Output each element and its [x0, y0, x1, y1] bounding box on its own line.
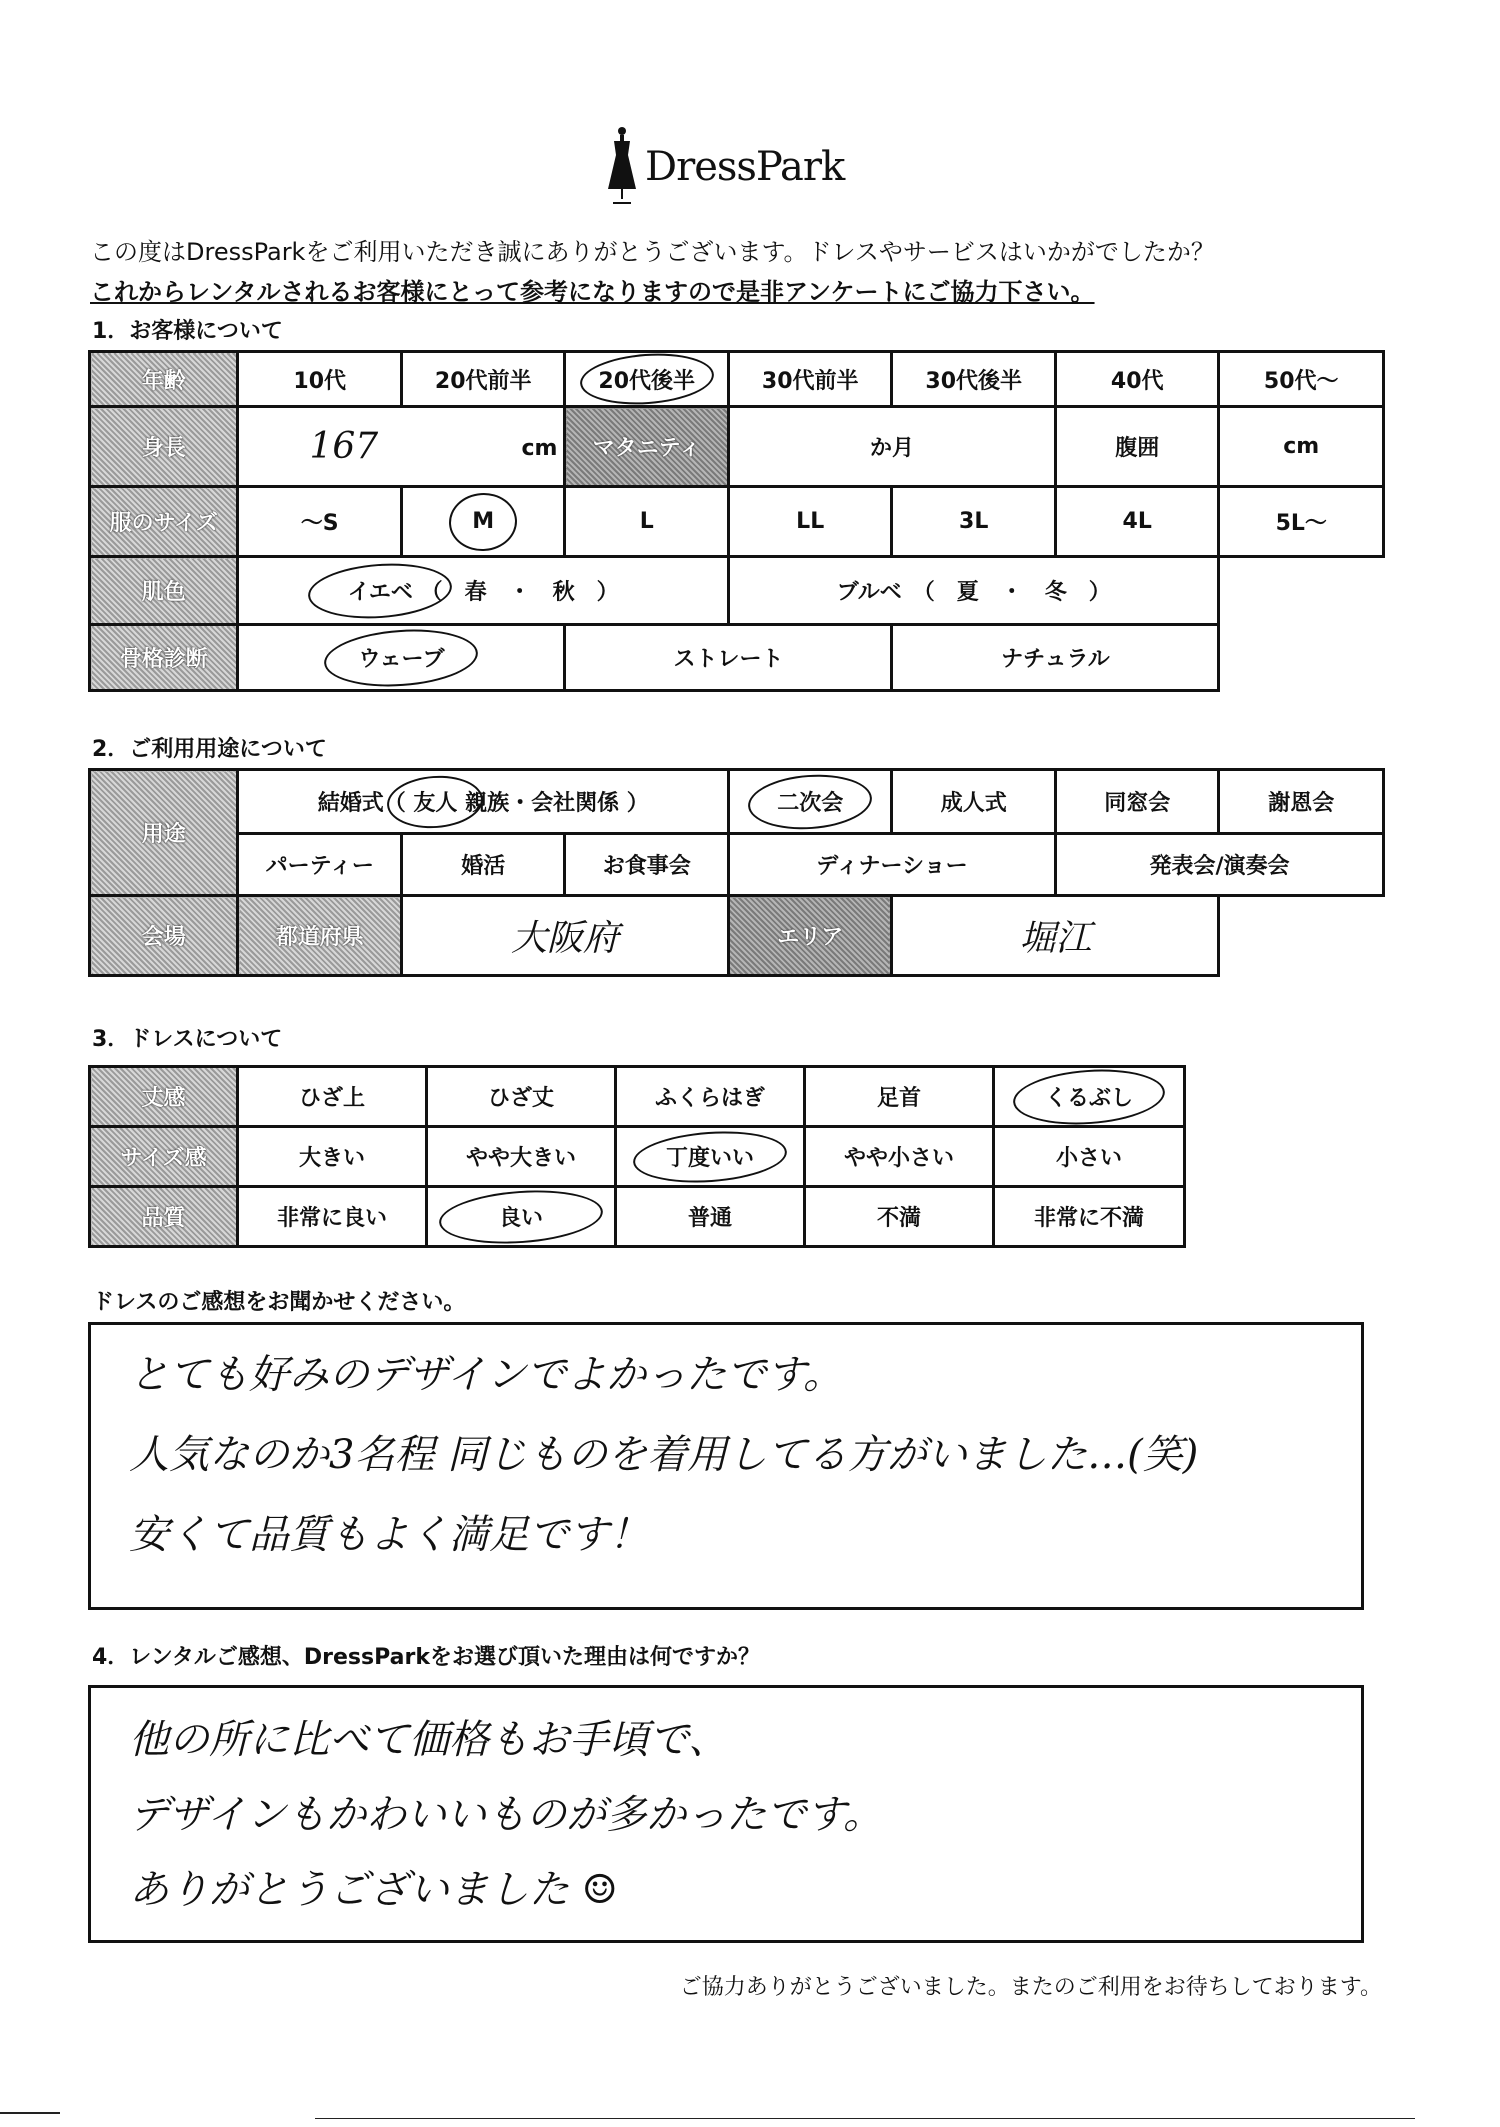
height-value: 167: [309, 426, 379, 467]
prefecture-label: 都道府県: [238, 896, 402, 976]
purpose-option[interactable]: パーティー: [238, 834, 402, 896]
length-label: 丈感: [90, 1067, 238, 1127]
size-option[interactable]: 3L: [892, 487, 1056, 557]
skin-row: [90, 557, 1384, 625]
size-label: 服のサイズ: [90, 487, 238, 557]
length-option[interactable]: ひざ上: [238, 1067, 427, 1127]
fit-row: [90, 1127, 1185, 1187]
length-option[interactable]: 足首: [805, 1067, 994, 1127]
frame-option-selected[interactable]: ウェーブ: [238, 625, 565, 691]
age-option[interactable]: 30代前半: [728, 352, 892, 407]
skin-yellow-option[interactable]: [238, 557, 729, 625]
maternity-months[interactable]: か月: [728, 407, 1055, 487]
reason-line: ありがとうございました ☺: [129, 1867, 618, 1913]
waist-unit[interactable]: cm: [1219, 407, 1384, 487]
purpose-option[interactable]: 同窓会: [1055, 770, 1219, 834]
area-label: エリア: [728, 896, 892, 976]
quality-option-selected[interactable]: 良い: [427, 1187, 616, 1247]
size-row: [90, 487, 1384, 557]
waist-label: 腹囲: [1055, 407, 1219, 487]
age-row: [90, 352, 1384, 407]
fit-option[interactable]: やや大きい: [427, 1127, 616, 1187]
wedding-option[interactable]: 結婚式（ 友人 親族・会社関係 ）: [238, 770, 729, 834]
intro-text: この度はDressParkをご利用いただき誠にありがとうございます。ドレスやサービスはいかがでしたか？: [90, 238, 1215, 266]
frame-label: 骨格診断: [90, 625, 238, 691]
purpose-option[interactable]: 発表会/演奏会: [1055, 834, 1383, 896]
size-option[interactable]: LL: [728, 487, 892, 557]
frame-option[interactable]: ストレート: [565, 625, 892, 691]
dress-table: [88, 1065, 1186, 1248]
section3-title: 3．ドレスについて: [92, 1027, 283, 1052]
size-option[interactable]: L: [565, 487, 729, 557]
fit-label: サイズ感: [90, 1127, 238, 1187]
quality-option[interactable]: 普通: [616, 1187, 805, 1247]
purpose-option[interactable]: 謝恩会: [1219, 770, 1384, 834]
intro-request: これからレンタルされるお客様にとって参考になりますので是非アンケートにご協力下さい。: [90, 278, 1095, 306]
size-option[interactable]: 5L～: [1219, 487, 1384, 557]
quality-label: 品質: [90, 1187, 238, 1247]
purpose-option[interactable]: お食事会: [565, 834, 729, 896]
age-option[interactable]: 10代: [238, 352, 402, 407]
comment-line: 人気なのか3名程 同じものを着用してる方がいました…(笑): [129, 1432, 1199, 1478]
prefecture-field[interactable]: [401, 896, 728, 976]
customer-table: [88, 350, 1385, 692]
venue-label: 会場: [90, 896, 238, 976]
age-option[interactable]: 20代前半: [401, 352, 565, 407]
fit-option[interactable]: やや小さい: [805, 1127, 994, 1187]
quality-option[interactable]: 非常に良い: [238, 1187, 427, 1247]
length-row: [90, 1067, 1185, 1127]
age-option[interactable]: 40代: [1055, 352, 1219, 407]
skin-blue-option[interactable]: ブルベ （ 夏 ・ 冬 ）: [728, 557, 1219, 625]
dress-comment-title: ドレスのご感想をお聞かせください。: [92, 1290, 466, 1315]
skin-yellow-seasons: （ 春 ・ 秋 ）: [420, 580, 619, 605]
quality-row: [90, 1187, 1185, 1247]
purpose-label: 用途: [90, 770, 238, 896]
area-field[interactable]: [892, 896, 1219, 976]
section1-title: 1．お客様について: [92, 319, 283, 344]
age-option[interactable]: 30代後半: [892, 352, 1056, 407]
fit-option-selected[interactable]: 丁度いい: [616, 1127, 805, 1187]
dress-mannequin-icon: [605, 125, 639, 205]
reason-line: デザインもかわいいものが多かったです。: [129, 1792, 883, 1838]
height-field[interactable]: [238, 407, 565, 487]
footer-thanks: ご協力ありがとうございました。またのご利用をお待ちしております。: [679, 1975, 1382, 2000]
purpose-table: [88, 768, 1385, 977]
fit-option[interactable]: 小さい: [994, 1127, 1185, 1187]
purpose-option-selected[interactable]: 二次会: [728, 770, 892, 834]
skin-yellow-label: イエベ: [347, 580, 413, 605]
height-label: 身長: [90, 407, 238, 487]
length-option-selected[interactable]: くるぶし: [994, 1067, 1185, 1127]
venue-row: [90, 896, 1384, 976]
section2-title: 2．ご利用用途について: [92, 737, 327, 762]
skin-label: 肌色: [90, 557, 238, 625]
length-option[interactable]: ひざ丈: [427, 1067, 616, 1127]
purpose-option[interactable]: ディナーショー: [728, 834, 1055, 896]
purpose-option[interactable]: 婚活: [401, 834, 565, 896]
reason-box[interactable]: [88, 1685, 1364, 1943]
dress-comment-box[interactable]: [88, 1322, 1364, 1610]
height-row: [90, 407, 1384, 487]
age-option-selected[interactable]: 20代後半: [565, 352, 729, 407]
purpose-row-2: [90, 834, 1384, 896]
prefecture-value: 大阪府: [510, 918, 619, 959]
height-unit: cm: [521, 436, 558, 461]
maternity-label: マタニティ: [565, 407, 729, 487]
frame-option[interactable]: ナチュラル: [892, 625, 1219, 691]
purpose-option[interactable]: 成人式: [892, 770, 1056, 834]
section4-title: 4．レンタルご感想、DressParkをお選び頂いた理由は何ですか？: [92, 1645, 760, 1670]
page-bottom-rule: [315, 2118, 1415, 2119]
size-option[interactable]: 4L: [1055, 487, 1219, 557]
brand-name: DressPark: [645, 144, 845, 190]
comment-line: 安くて品質もよく満足です！: [129, 1512, 649, 1558]
fit-option[interactable]: 大きい: [238, 1127, 427, 1187]
friend-option-selected[interactable]: 友人: [413, 786, 457, 817]
brand-logo: [605, 125, 844, 205]
frame-row: [90, 625, 1384, 691]
length-option[interactable]: ふくらはぎ: [616, 1067, 805, 1127]
age-option[interactable]: 50代～: [1219, 352, 1384, 407]
purpose-row-1: [90, 770, 1384, 834]
comment-line: とても好みのデザインでよかったです。: [129, 1352, 843, 1398]
size-option-selected[interactable]: M: [401, 487, 565, 557]
quality-option[interactable]: 不満: [805, 1187, 994, 1247]
size-option[interactable]: ～S: [238, 487, 402, 557]
page-edge-mark: [0, 2112, 60, 2114]
quality-option[interactable]: 非常に不満: [994, 1187, 1185, 1247]
area-value: 堀江: [1019, 918, 1092, 959]
reason-line: 他の所に比べて価格もお手頃で、: [129, 1717, 729, 1763]
age-label: 年齢: [90, 352, 238, 407]
